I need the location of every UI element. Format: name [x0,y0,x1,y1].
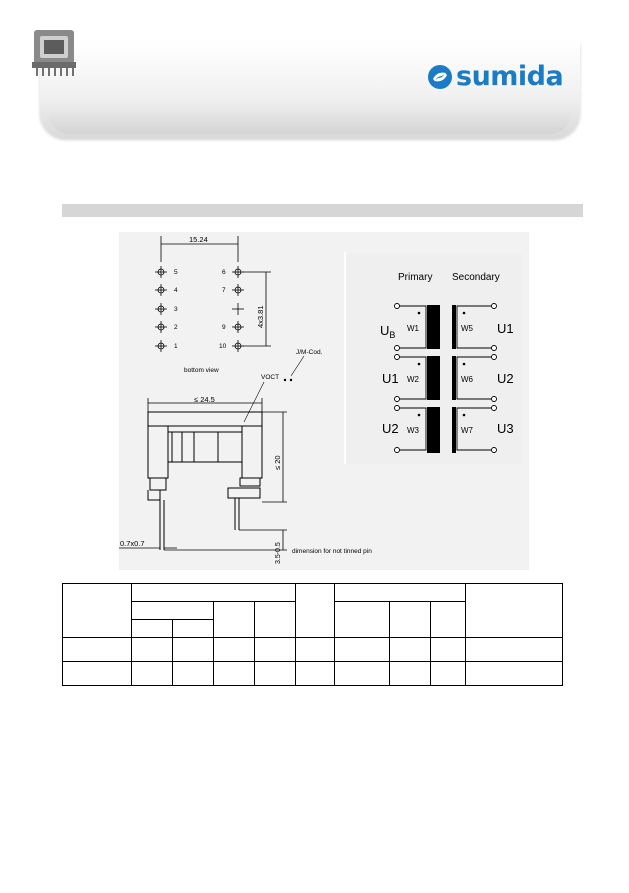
table-cell [173,620,214,638]
table-cell [296,638,335,662]
table-cell [390,602,431,638]
pins-left [155,266,167,352]
pins-right [232,266,244,352]
table-cell [335,602,390,638]
label-right-u2: U2 [497,371,514,386]
pin-label-3: 3 [174,306,178,313]
table-cell [466,584,563,638]
table-cell [214,662,255,686]
dim-height-label: ≤ 20 [273,455,282,470]
side-view-body [148,412,262,550]
table-cell [214,638,255,662]
table-cell [390,638,431,662]
winding-w5: W5 [461,324,473,333]
table-cell [335,584,466,602]
table-cell [173,638,214,662]
table-cell [214,602,255,638]
table-cell [390,662,431,686]
pin-label-7: 7 [222,287,226,294]
pin-label-5: 5 [174,269,178,276]
jm-cod-note: J/M-Cod. [296,349,323,356]
table-cell [466,662,563,686]
table-cell [132,662,173,686]
product-photo [24,22,84,78]
primary-label: Primary [398,272,433,283]
table-cell [335,638,390,662]
winding-w7: W7 [461,426,473,435]
winding-w2: W2 [407,375,419,384]
section-title-bar [62,204,583,217]
voct-note: VOCT [261,374,280,381]
table-cell [132,584,296,602]
dim-pin-spacing-label: 15.24 [189,235,208,244]
header-band-shadow [48,112,572,134]
secondary-label: Secondary [452,272,500,283]
table-cell [63,638,132,662]
table-cell [173,662,214,686]
table-cell [255,602,296,638]
table-cell [255,638,296,662]
dim-width-label: ≤ 24.5 [194,395,215,404]
dim-pin-length [164,530,287,550]
label-right-u3: U3 [497,421,514,436]
schematic [346,254,522,464]
pin-label-9: 9 [222,324,226,331]
dim-pin-size-label: 0.7x0.7 [120,539,145,548]
winding-w3: W3 [407,426,419,435]
table-cell [255,662,296,686]
table-cell [431,602,466,638]
not-tinned-note: dimension for not tinned pin [292,548,372,555]
table-cell [63,584,132,638]
dim-pin-length-label: 3.5-0.5 [275,542,282,564]
pin-label-2: 2 [174,324,178,331]
table-cell [132,602,214,620]
table-cell [132,620,173,638]
table-cell [431,638,466,662]
winding-w6: W6 [461,375,473,384]
sumida-logo [427,62,563,92]
table-cell [63,662,132,686]
pin-label-6: 6 [222,269,226,276]
bottom-view-note: bottom view [184,367,219,374]
pin-label-4: 4 [174,287,178,294]
label-ub: $U_B$ [380,323,396,340]
table-cell [132,638,173,662]
label-left-u1: U1 [382,371,399,386]
table-row [63,662,563,686]
dim-pitch-label: 4x3.81 [256,305,265,328]
pin-label-1: 1 [174,343,178,350]
table-cell [296,584,335,638]
table-cell [296,662,335,686]
sumida-logo-mark-icon [427,64,453,90]
label-right-u1: U1 [497,321,514,336]
table-row [63,638,563,662]
table-cell [466,638,563,662]
pin-label-10: 10 [219,343,227,350]
brand-name: sumida [456,61,564,92]
spec-table [62,583,563,686]
winding-w1: W1 [407,324,419,333]
table-cell [431,662,466,686]
table-cell [335,662,390,686]
technical-drawing [119,232,529,570]
label-left-u2: U2 [382,421,399,436]
